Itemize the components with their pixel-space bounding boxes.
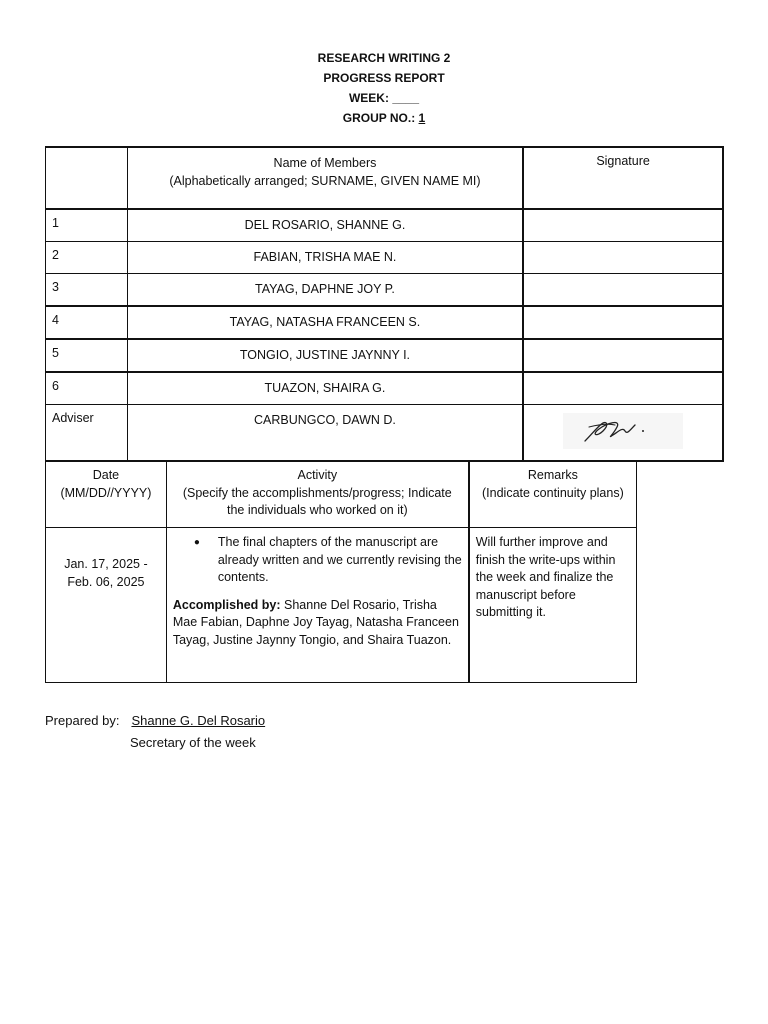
member-number: 4 — [46, 306, 128, 339]
group-number: 1 — [418, 111, 426, 125]
member-row — [46, 339, 724, 372]
member-row — [46, 306, 724, 339]
activity-date — [46, 528, 167, 683]
group-label: GROUP NO.: — [342, 111, 416, 125]
member-signature — [523, 372, 723, 405]
activity-bullet-list — [173, 534, 462, 587]
activity-date-start: Jan. 17, 2025 - — [64, 557, 148, 571]
member-number: 2 — [46, 242, 128, 274]
member-row — [46, 274, 724, 307]
adviser-row — [46, 405, 724, 462]
activity-date-end: Feb. 06, 2025 — [67, 574, 145, 589]
member-signature — [523, 306, 723, 339]
members-table — [45, 146, 724, 462]
date-header-title: Date — [92, 468, 120, 482]
accomplished-by — [173, 597, 462, 650]
adviser-signature-cell — [523, 405, 723, 462]
adviser-signature-image — [563, 411, 683, 451]
members-header-signature: Signature — [523, 147, 723, 209]
remarks-header — [469, 461, 637, 528]
members-header-row — [46, 147, 724, 209]
member-row — [46, 372, 724, 405]
members-col-name-title: Name of Members — [273, 156, 377, 170]
members-header-name — [127, 147, 523, 209]
activity-header-note: (Specify the accomplishments/progress; Indicate the individuals who worked on it) — [182, 485, 452, 517]
adviser-label: Adviser — [46, 405, 128, 462]
accomplished-names: Shanne Del Rosario, Trisha Mae Fabian, Daphne Joy Tayag, Natasha Franceen Tayag, Justine Jaynny Tongio, and Shaira Tuazon. — [172, 597, 459, 647]
document-header — [0, 48, 768, 128]
activity-header — [166, 461, 468, 528]
activity-description — [166, 528, 468, 683]
member-name: DEL ROSARIO, SHANNE G. — [127, 209, 523, 242]
member-name: TAYAG, NATASHA FRANCEEN S. — [127, 306, 523, 339]
member-name: TUAZON, SHAIRA G. — [127, 372, 523, 405]
activity-header-title: Activity — [297, 468, 338, 482]
activity-remarks: Will further improve and finish the write-ups within the week and finalize the manuscript before submitting it. — [469, 528, 637, 683]
remarks-header-note: (Indicate continuity plans) — [482, 485, 624, 500]
date-header-format: (MM/DD//YYYY) — [60, 485, 152, 500]
activity-row — [46, 528, 637, 683]
prepared-by-line — [45, 710, 265, 732]
activity-header-row — [46, 461, 637, 528]
member-row — [46, 242, 724, 274]
member-number: 1 — [46, 209, 128, 242]
prepared-label: Prepared by: — [45, 713, 120, 728]
week-line — [0, 88, 768, 108]
doc-title: RESEARCH WRITING 2 — [317, 51, 451, 65]
member-signature — [523, 274, 723, 307]
member-name: TONGIO, JUSTINE JAYNNY I. — [127, 339, 523, 372]
member-number: 5 — [46, 339, 128, 372]
doc-subtitle: PROGRESS REPORT — [323, 71, 445, 85]
remarks-header-title: Remarks — [527, 468, 578, 482]
member-signature — [523, 242, 723, 274]
member-signature — [523, 339, 723, 372]
activity-bullet-item: ● The final chapters of the manuscript are already written and we currently revising the contents. — [218, 534, 462, 587]
member-row — [46, 209, 724, 242]
group-line — [0, 108, 768, 128]
prepared-role: Secretary of the week — [130, 735, 256, 750]
week-label: WEEK: — [348, 91, 389, 105]
accomplished-label: Accomplished by: — [172, 597, 281, 612]
member-name: FABIAN, TRISHA MAE N. — [127, 242, 523, 274]
member-signature — [523, 209, 723, 242]
date-header — [46, 461, 167, 528]
prepared-name: Shanne G. Del Rosario — [131, 713, 266, 728]
member-number: 6 — [46, 372, 128, 405]
member-name: TAYAG, DAPHNE JOY P. — [127, 274, 523, 307]
members-col-name-note: (Alphabetically arranged; SURNAME, GIVEN NAME MI) — [169, 174, 481, 188]
member-number: 3 — [46, 274, 128, 307]
prepared-by-block — [45, 710, 265, 754]
activity-table — [45, 460, 637, 683]
week-blank: ____ — [392, 91, 420, 105]
members-header-num — [46, 147, 128, 209]
adviser-name: CARBUNGCO, DAWN D. — [127, 405, 523, 462]
